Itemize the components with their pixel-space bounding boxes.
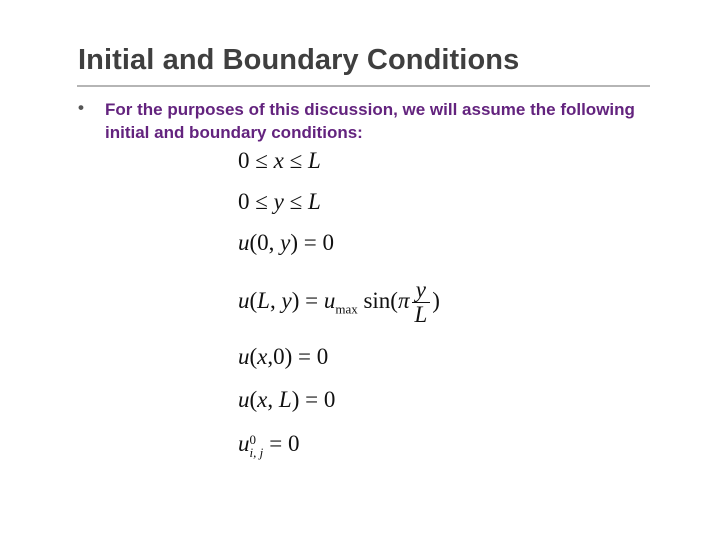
bullet-text: For the purposes of this discussion, we will assume the following initial and boundary conditions:: [105, 100, 635, 142]
ij-subscript: i, j: [249, 444, 264, 460]
equation-y-range: 0 ≤ y ≤ L: [238, 189, 321, 214]
slide-title: Initial and Boundary Conditions: [78, 44, 520, 76]
bullet-marker: •: [78, 98, 84, 117]
equation-initial-condition: u 0 i, j = 0: [238, 431, 300, 460]
equation-top-boundary: u(x, L) = 0: [238, 387, 336, 412]
equation-left-boundary: u(0, y) = 0: [238, 230, 335, 255]
umax-subscript: max: [335, 301, 358, 317]
title-underline: [77, 85, 650, 87]
equation-bottom-boundary: u(x,0) = 0: [238, 344, 329, 369]
initial-superscript: 0: [249, 431, 256, 447]
equation-right-boundary: u(L, $y) = u_{max}$ sin(π $\frac{y}{L}$ ): [238, 277, 440, 328]
y-over-L-fraction: $\frac{y}{L}$: [412, 278, 431, 327]
equation-x-range: 0 ≤ x ≤ L: [238, 148, 321, 173]
